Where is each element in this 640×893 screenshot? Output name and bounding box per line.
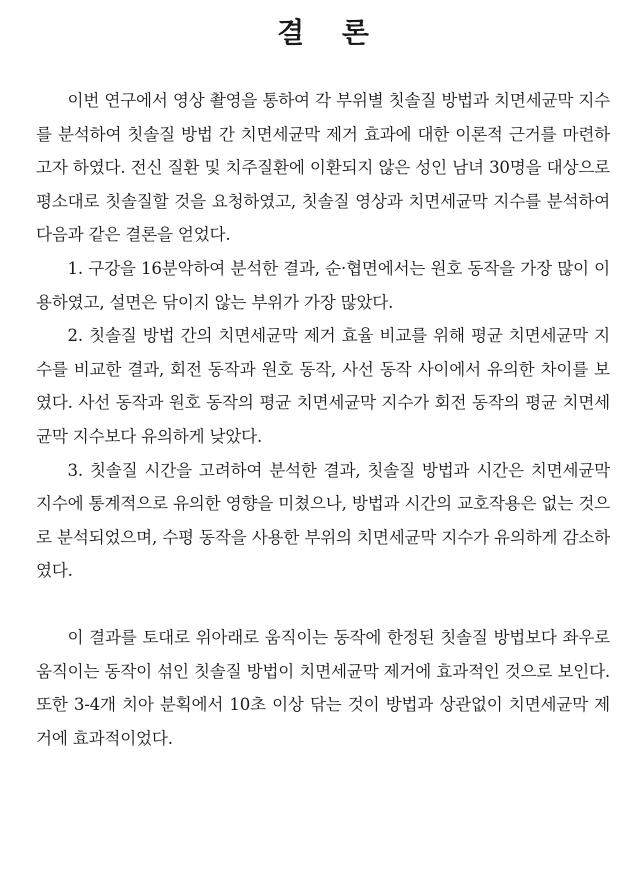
intro-paragraph: 이번 연구에서 영상 촬영을 통하여 각 부위별 칫솔질 방법과 치면세균막 지수를 분석하여 칫솔질 방법 간 치면세균막 제거 효과에 대한 이론적 근거를 마련하고자 하였다. 전신 질환 및 치주질환에 이환되지 않은 성인 남녀 30명을 대상으로 평소대로 칫솔질할 것을 요청하였고, 칫솔질 영상과 치면세균막 지수를 분석하여 다음과 같은 결론을 얻었다. [36,91,610,245]
document-page [36,0,610,755]
conclusion-paragraph: 이 결과를 토대로 위아래로 움직이는 동작에 한정된 칫솔질 방법보다 좌우로 움직이는 동작이 섞인 칫솔질 방법이 치면세균막 제거에 효과적인 것으로 보인다. 또한 3-4개 치아 분획에서 10초 이상 닦는 것이 방법과 상관없이 치면세균막 제거에 효과적이었다. [36,627,610,748]
page-title: 결 론 [277,16,383,49]
paragraph-spacer [36,588,610,621]
finding-2-paragraph: 2. 칫솔질 방법 간의 치면세균막 제거 효율 비교를 위해 평균 치면세균막 지수를 비교한 결과, 회전 동작과 원호 동작, 사선 동작 사이에서 유의한 차이를 보였다. 사선 동작과 원호 동작의 평균 치면세균막 지수가 회전 동작의 평균 치면세균막 지수보다 유의하게 낮았다. [36,326,610,446]
finding-1-paragraph: 1. 구강을 16분악하여 분석한 결과, 순·협면에서는 원호 동작을 가장 많이 이용하였고, 설면은 닦이지 않는 부위가 가장 많았다. [36,258,610,312]
finding-3-paragraph: 3. 칫솔질 시간을 고려하여 분석한 결과, 칫솔질 방법과 시간은 치면세균막 지수에 통계적으로 유의한 영향을 미쳤으나, 방법과 시간의 교호작용은 없는 것으로 분석되었으며, 수평 동작을 사용한 부위의 치면세균막 지수가 유의하게 감소하였다. [36,460,610,581]
